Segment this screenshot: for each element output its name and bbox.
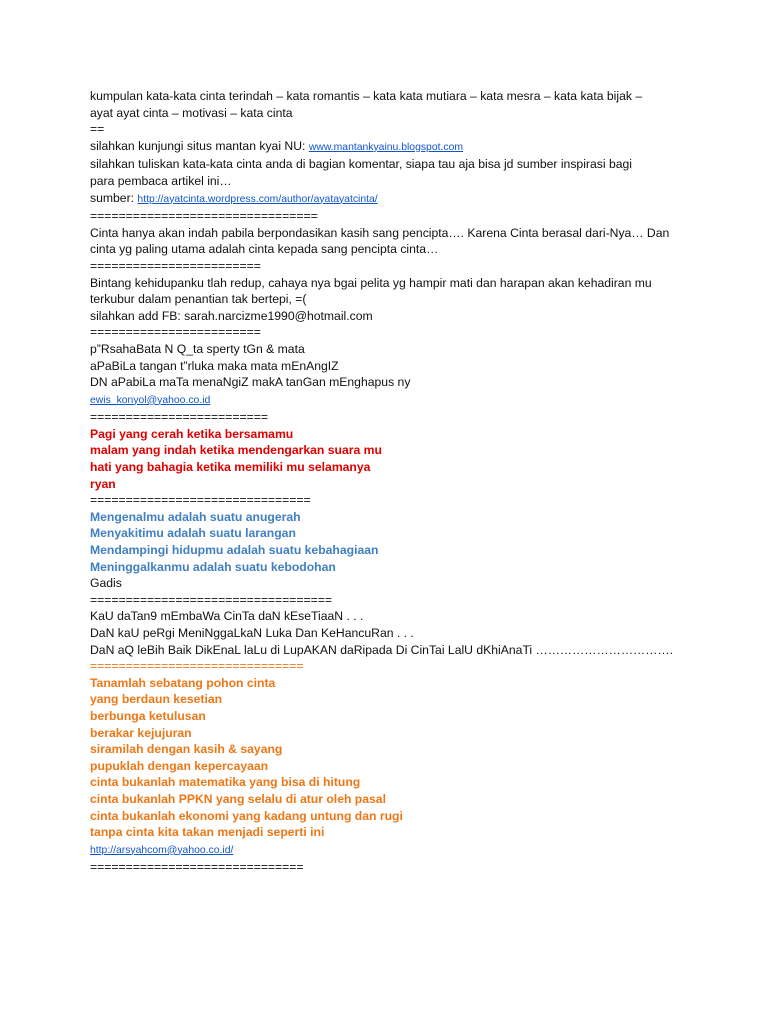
blue-line-3: Mendampingi hidupmu adalah suatu kebahagiaan bbox=[90, 543, 379, 558]
separator: == bbox=[90, 122, 105, 137]
write-line-2: para pembaca artikel ini… bbox=[90, 173, 232, 188]
orange-line-3: berbunga ketulusan bbox=[90, 708, 206, 723]
blue-line-2: Menyakitimu adalah suatu larangan bbox=[90, 526, 296, 541]
orange-line-5: siramilah dengan kasih & sayang bbox=[90, 742, 283, 757]
separator: =============================== bbox=[90, 493, 311, 508]
cinta-line-1: Cinta hanya akan indah pabila berpondasikan kasih sang pencipta…. Karena Cinta berasal dari-Nya… Dan bbox=[90, 225, 670, 240]
author-gadis: Gadis bbox=[90, 576, 122, 591]
orange-line-9: cinta bukanlah ekonomi yang kadang untung dan rugi bbox=[90, 808, 403, 823]
bintang-line-2: terkubur dalam penantian tak bertepi, =( bbox=[90, 292, 307, 307]
orange-line-8: cinta bukanlah PPKN yang selalu di atur oleh pasal bbox=[90, 791, 386, 806]
orange-line-1: Tanamlah sebatang pohon cinta bbox=[90, 675, 276, 690]
orange-line-10: tanpa cinta kita takan menjadi seperti ini bbox=[90, 825, 325, 840]
arsyah-link-line bbox=[90, 841, 690, 860]
kau-line-1: KaU daTan9 mEmbaWa CinTa daN kEseTiaaN . . . bbox=[90, 609, 364, 624]
red-line-4: ryan bbox=[90, 476, 116, 491]
bintang-line-3: silahkan add FB: sarah.narcizme1990@hotmail.com bbox=[90, 308, 373, 323]
visit-text: silahkan kunjungi situs mantan kyai NU: bbox=[90, 138, 309, 153]
separator: ================================== bbox=[90, 592, 332, 607]
bintang-line-1: Bintang kehidupanku tlah redup, cahaya nya bgai pelita yg hampir mati dan harapan akan kehadiran mu bbox=[90, 275, 652, 290]
orange-line-4: berakar kejujuran bbox=[90, 725, 192, 740]
document-body bbox=[90, 88, 690, 876]
source-link[interactable]: http://ayatcinta.wordpress.com/author/ayatayatcinta/ bbox=[137, 193, 378, 205]
blue-line-1: Mengenalmu adalah suatu anugerah bbox=[90, 509, 301, 524]
red-line-3: hati yang bahagia ketika memiliki mu selamanya bbox=[90, 460, 371, 475]
source-line bbox=[90, 190, 690, 209]
red-line-2: malam yang indah ketika mendengarkan suara mu bbox=[90, 443, 382, 458]
source-label: sumber: bbox=[90, 190, 138, 205]
sahabat-line-3: DN aPabiLa maTa menaNgiZ makA tanGan mEnghapus ny bbox=[90, 375, 411, 390]
separator: ============================== bbox=[90, 659, 304, 674]
kau-line-2: DaN kaU peRgi MeniNggaLkaN Luka Dan KeHancuRan . . . bbox=[90, 626, 414, 640]
kau-line-3: DaN aQ leBih Baik DikEnaL laLu di LupAKAN daRipada Di CinTai LalU dKhiAnaTi ……………………………. bbox=[90, 642, 673, 657]
blue-line-4: Meninggalkanmu adalah suatu kebodohan bbox=[90, 559, 336, 574]
red-line-1: Pagi yang cerah ketika bersamamu bbox=[90, 426, 294, 441]
separator: ============================== bbox=[90, 860, 304, 875]
intro-line-2: ayat ayat cinta – motivasi – kata cinta bbox=[90, 105, 293, 120]
arsyah-link[interactable]: http://arsyahcom@yahoo.co.id/ bbox=[90, 844, 234, 856]
separator: ========================= bbox=[90, 410, 268, 425]
separator: ======================== bbox=[90, 258, 261, 273]
orange-line-6: pupuklah dengan kepercayaan bbox=[90, 758, 269, 773]
separator: ================================ bbox=[90, 209, 318, 224]
sahabat-email-line bbox=[90, 391, 690, 410]
cinta-line-2: cinta yg paling utama adalah cinta kepada sang pencipta cinta… bbox=[90, 242, 439, 257]
sahabat-line-2: aPaBiLa tangan t”rluka maka mata mEnAngIZ bbox=[90, 358, 339, 373]
email-link[interactable]: ewis_konyol@yahoo.co.id bbox=[90, 394, 211, 406]
blog-link[interactable]: www.mantankyainu.blogspot.com bbox=[308, 141, 464, 153]
visit-line bbox=[90, 138, 690, 157]
separator: ======================== bbox=[90, 325, 261, 340]
write-line-1: silahkan tuliskan kata-kata cinta anda di bagian komentar, siapa tau aja bisa jd sumber inspirasi bagi bbox=[90, 157, 632, 172]
intro-line-1: kumpulan kata-kata cinta terindah – kata romantis – kata kata mutiara – kata mesra – kata kata bijak – bbox=[90, 89, 643, 103]
sahabat-line-1: p”RsahaBata N Q_ta sperty tGn & mata bbox=[90, 341, 305, 356]
orange-line-7: cinta bukanlah matematika yang bisa di hitung bbox=[90, 775, 361, 790]
orange-line-2: yang berdaun kesetian bbox=[90, 692, 223, 707]
